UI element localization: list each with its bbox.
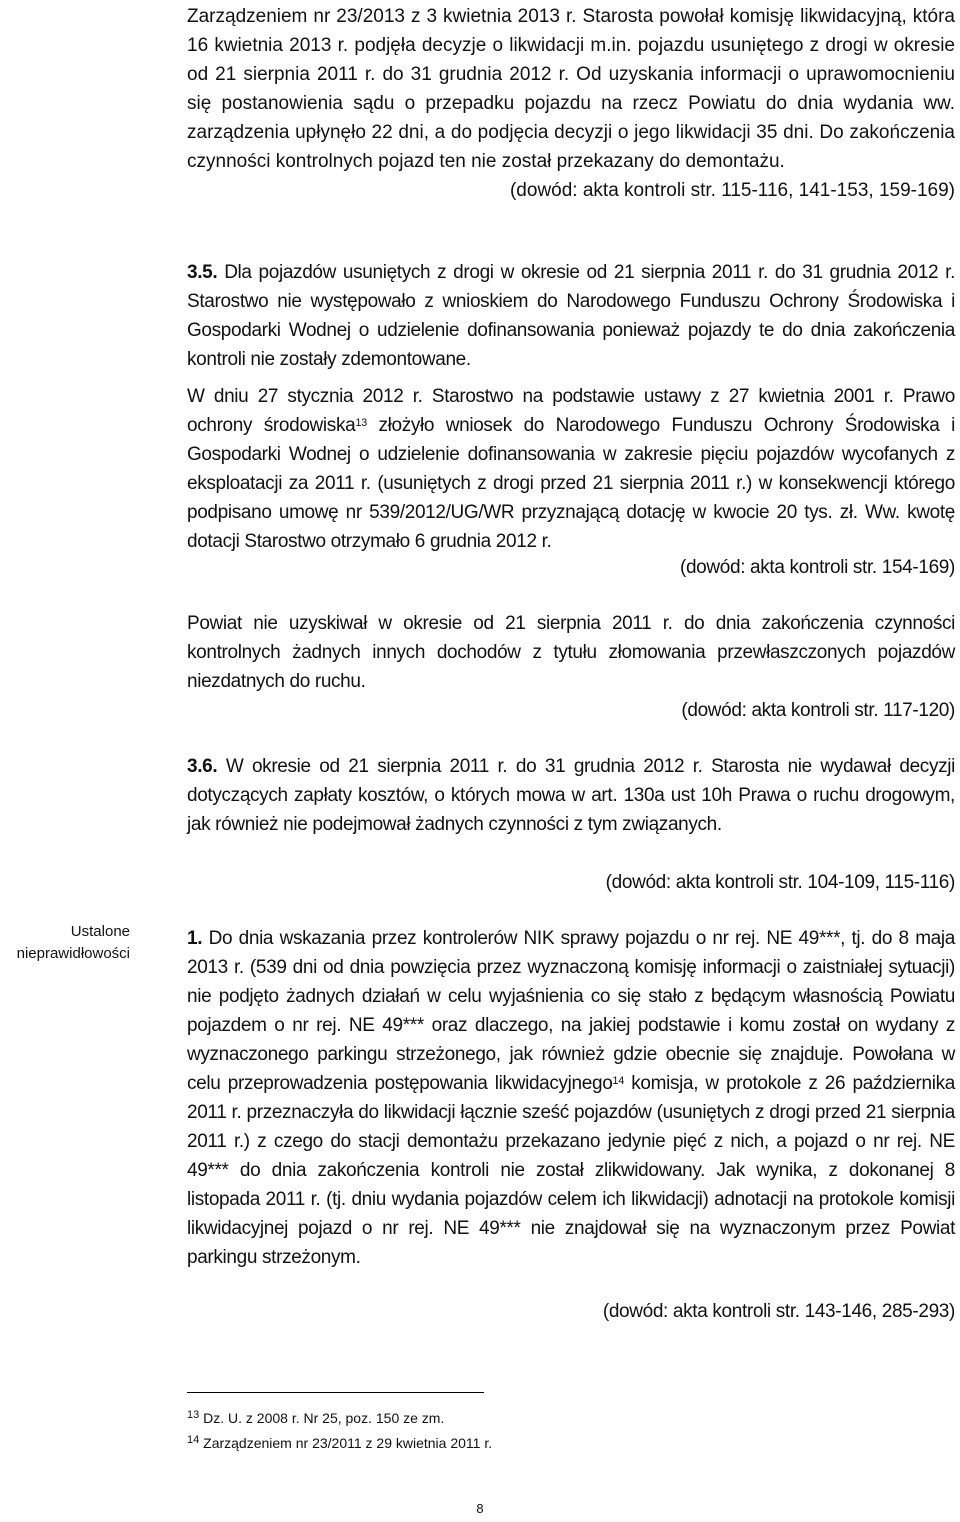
evidence-reference: (dowód: akta kontroli str. 154-169) xyxy=(679,557,955,578)
footnote-text: Dz. U. z 2008 r. Nr 25, poz. 150 ze zm. xyxy=(199,1410,445,1426)
section-3-5 xyxy=(187,258,955,374)
side-label xyxy=(0,921,130,965)
paragraph-wniosek xyxy=(187,382,955,556)
section-text: Dla pojazdów usuniętych z drogi w okresie od 21 sierpnia 2011 r. do 31 grudnia 2012 r. Starostwo nie występowało z wnioskiem do Narodowego Funduszu Ochrony Środowiska i Gospodarki Wodnej o udzielenie dofinansowania ponieważ pojazdy te do dnia zakończenia kontroli nie zostały zdemontowane. xyxy=(187,262,955,370)
section-number: 3.6. xyxy=(187,756,218,777)
footnote-14 xyxy=(187,1434,492,1452)
section-number: 3.5. xyxy=(187,262,218,283)
side-label-line: nieprawidłowości xyxy=(16,945,130,962)
footnote-separator xyxy=(187,1392,484,1393)
finding-text: Do dnia wskazania przez kontrolerów NIK sprawy pojazdu o nr rej. NE 49***, tj. do 8 maja 2013 r. (539 dni od dnia powzięcia przez wyznaczoną komisję informacji o zaistniałej sytuacji) nie podjęto żadnych działań w celu wyjaśnienia co się stało z będącym własnością Powiatu pojazdem o nr rej. NE 49*** oraz dlaczego, na jakiej podstawie i komu został on wydany z wyznaczonego parkingu strzeżonego, jak również gdzie obecnie się znajduje. Powołana w celu przeprowadzenia postępowania likwidacyjnego xyxy=(187,928,955,1094)
footnote-ref: 13 xyxy=(355,417,367,429)
section-text: W okresie od 21 sierpnia 2011 r. do 31 grudnia 2012 r. Starosta nie wydawał decyzji dotyczących zapłaty kosztów, o których mowa w art. 130a ust 10h Prawa o ruchu drogowym, jak również nie podejmował żadnych czynności z tym związanych. xyxy=(187,756,955,835)
footnote-text: Zarządzeniem nr 23/2011 z 29 kwietnia 2011 r. xyxy=(199,1435,493,1451)
footnote-13 xyxy=(187,1409,444,1427)
paragraph-text: złożyło wniosek do Narodowego Funduszu Ochrony Środowiska i Gospodarki Wodnej o udzielenie dofinansowania w zakresie pięciu pojazdów wycofanych z eksploatacji za 2011 r. (usuniętych z drogi przed 21 sierpnia 2011 r.) w konsekwencji którego podpisano umowę nr 539/2012/UG/WR przyznającą dotację w kwocie 20 tys. zł. Ww. kwotę dotacji Starostwo otrzymało 6 grudnia 2012 r. xyxy=(187,415,955,552)
footnote-ref: 14 xyxy=(612,1075,624,1087)
evidence-reference: (dowód: akta kontroli str. 115-116, 141-153, 159-169) xyxy=(509,180,955,201)
evidence-reference: (dowód: akta kontroli str. 104-109, 115-116) xyxy=(605,872,955,893)
finding-text: komisja, w protokole z 26 października 2011 r. przeznaczyła do likwidacji łącznie sześć pojazdów (usuniętych z drogi przed 21 sierpnia 2011 r.) z czego do stacji demontażu przekazano jedynie pięć z nich, a pojazd o nr rej. NE 49*** do dnia zakończenia kontroli nie został zlikwidowany. Jak wynika, z dokonanej 8 listopada 2011 r. (tj. dniu wydania pojazdów celem ich likwidacji) adnotacji na protokole komisji likwidacyjnej pojazd o nr rej. NE 49*** nie znajdował się na wyznaczonym przez Powiat parkingu strzeżonym. xyxy=(187,1073,955,1268)
page-number: 8 xyxy=(476,1501,484,1516)
paragraph-likwidacja xyxy=(187,2,955,205)
evidence-reference: (dowód: akta kontroli str. 117-120) xyxy=(681,700,955,721)
paragraph-text: W dniu 27 stycznia 2012 r. Starostwo na podstawie ustawy z 27 kwietnia 2001 r. Prawo ochrony środowiska xyxy=(187,386,955,436)
paragraph-powiat: Powiat nie uzyskiwał w okresie od 21 sierpnia 2011 r. do dnia zakończenia czynności kontrolnych żadnych innych dochodów z tytułu złomowania przewłaszczonych pojazdów niezdatnych do ruchu. xyxy=(187,613,955,692)
finding-number: 1. xyxy=(187,928,203,949)
section-3-6 xyxy=(187,752,955,839)
footnote-number: 13 xyxy=(187,1409,200,1421)
side-label-line: Ustalone xyxy=(70,923,130,940)
finding-1 xyxy=(187,924,955,1272)
paragraph-text: Zarządzeniem nr 23/2013 z 3 kwietnia 2013 r. Starosta powołał komisję likwidacyjną, która 16 kwietnia 2013 r. podjęła decyzje o likwidacji m.in. pojazdu usuniętego z drogi w okresie od 21 sierpnia 2011 r. do 31 grudnia 2012 r. Od uzyskania informacji o uprawomocnieniu się postanowienia sądu o przepadku pojazdu na rzecz Powiatu do dnia wydania ww. zarządzenia upłynęło 22 dni, a do podjęcia decyzji o jego likwidacji 35 dni. Do zakończenia czynności kontrolnych pojazd ten nie został przekazany do demontażu. xyxy=(187,6,955,172)
evidence-reference: (dowód: akta kontroli str. 143-146, 285-293) xyxy=(602,1301,955,1322)
footnote-number: 14 xyxy=(187,1434,200,1446)
